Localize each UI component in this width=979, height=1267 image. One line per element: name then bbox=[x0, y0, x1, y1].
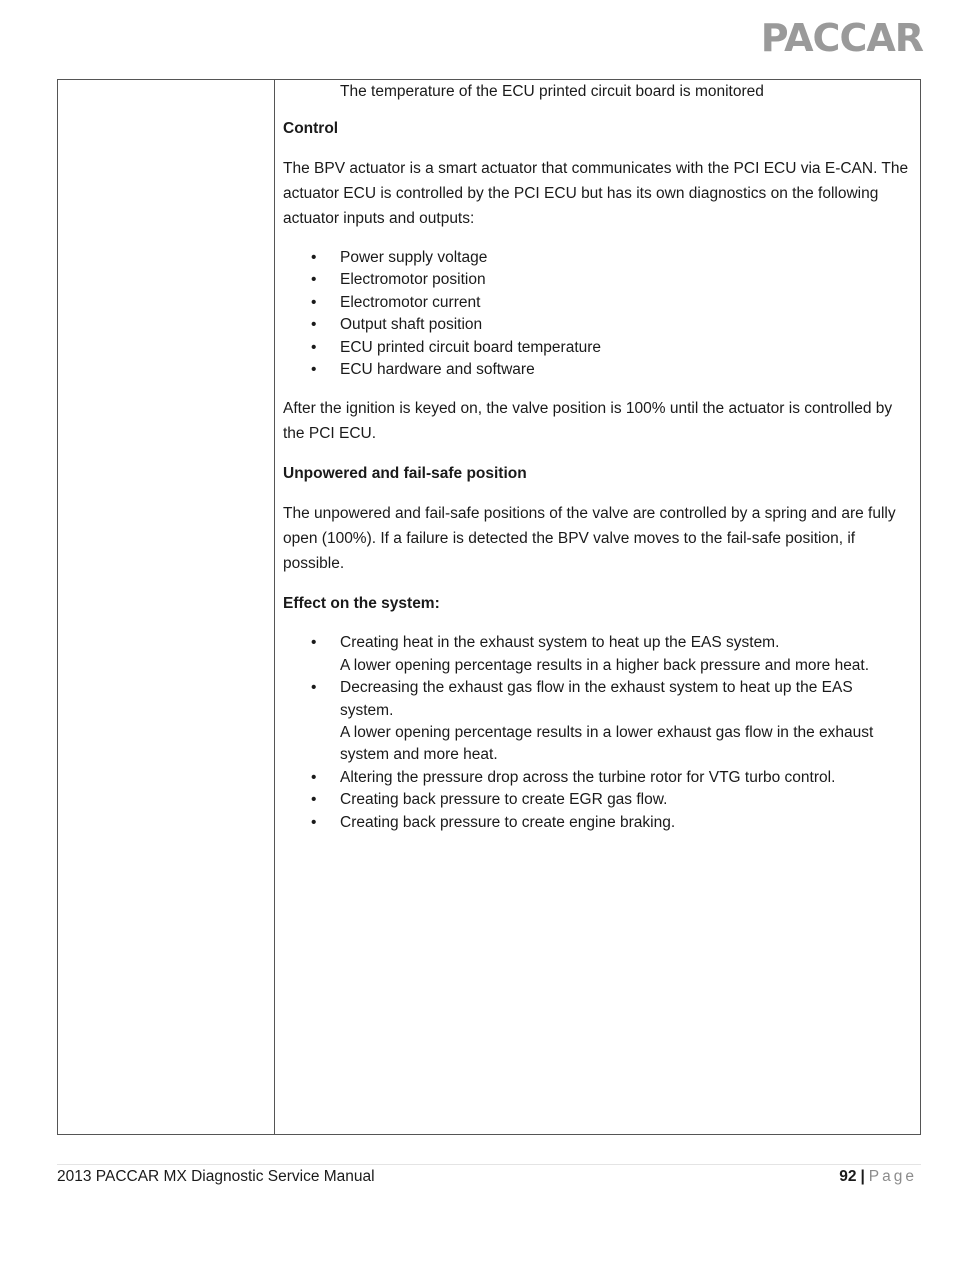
list-item: • ECU printed circuit board temperature bbox=[283, 337, 912, 359]
effect-list bbox=[283, 632, 912, 834]
effect-main: • Altering the pressure drop across the turbine rotor for VTG turbo control. bbox=[340, 768, 836, 786]
control-heading: Control bbox=[283, 120, 339, 137]
page-label: Page bbox=[868, 1168, 917, 1185]
page-separator: | bbox=[860, 1168, 865, 1185]
effect-main: • Decreasing the exhaust gas flow in the exhaust system to heat up the EAS system. bbox=[340, 679, 853, 719]
list-item bbox=[283, 677, 912, 767]
list-item: • Output shaft position bbox=[283, 314, 912, 336]
footer-page-info bbox=[839, 1168, 917, 1186]
page-number: 92 bbox=[839, 1168, 857, 1185]
description-cell bbox=[283, 80, 912, 834]
list-item bbox=[283, 767, 912, 789]
list-item: • ECU hardware and software bbox=[283, 359, 912, 381]
list-item bbox=[283, 812, 912, 834]
list-item bbox=[283, 789, 912, 811]
effect-heading: Effect on the system: bbox=[283, 595, 440, 613]
list-item: • Electromotor current bbox=[283, 292, 912, 314]
list-item: • Electromotor position bbox=[283, 269, 912, 291]
column-divider bbox=[274, 80, 275, 1134]
failsafe-paragraph: The unpowered and fail-safe positions of the valve are controlled by a spring and are fully open (100%). If a failure is detected the BPV valve moves to the fail-safe position, if possible. bbox=[283, 505, 896, 573]
effect-main: • Creating back pressure to create engine braking. bbox=[340, 813, 676, 831]
list-item bbox=[283, 632, 912, 677]
footer-manual-title: 2013 PACCAR MX Diagnostic Service Manual bbox=[57, 1168, 375, 1185]
footer-rule bbox=[57, 1164, 921, 1165]
list-item: • Power supply voltage bbox=[283, 247, 912, 269]
ignition-paragraph: After the ignition is keyed on, the valve position is 100% until the actuator is controlled by the PCI ECU. bbox=[283, 400, 893, 443]
failsafe-heading: Unpowered and fail-safe position bbox=[283, 465, 527, 483]
effect-main: • Creating heat in the exhaust system to heat up the EAS system. bbox=[340, 634, 780, 652]
effect-sub: A lower opening percentage results in a lower exhaust gas flow in the exhaust system and more heat. bbox=[340, 724, 874, 764]
control-paragraph: The BPV actuator is a smart actuator that communicates with the PCI ECU via E-CAN. The actuator ECU is controlled by the PCI ECU but has its own diagnostics on the following actuator inputs and outputs: bbox=[283, 160, 909, 227]
effect-sub: A lower opening percentage results in a higher back pressure and more heat. bbox=[340, 656, 870, 674]
content-table bbox=[57, 79, 921, 1135]
intro-line: The temperature of the ECU printed circuit board is monitored bbox=[340, 83, 764, 100]
effect-main: • Creating back pressure to create EGR gas flow. bbox=[340, 791, 668, 809]
control-list bbox=[283, 247, 912, 381]
paccar-logo: PACCAR bbox=[760, 16, 923, 60]
